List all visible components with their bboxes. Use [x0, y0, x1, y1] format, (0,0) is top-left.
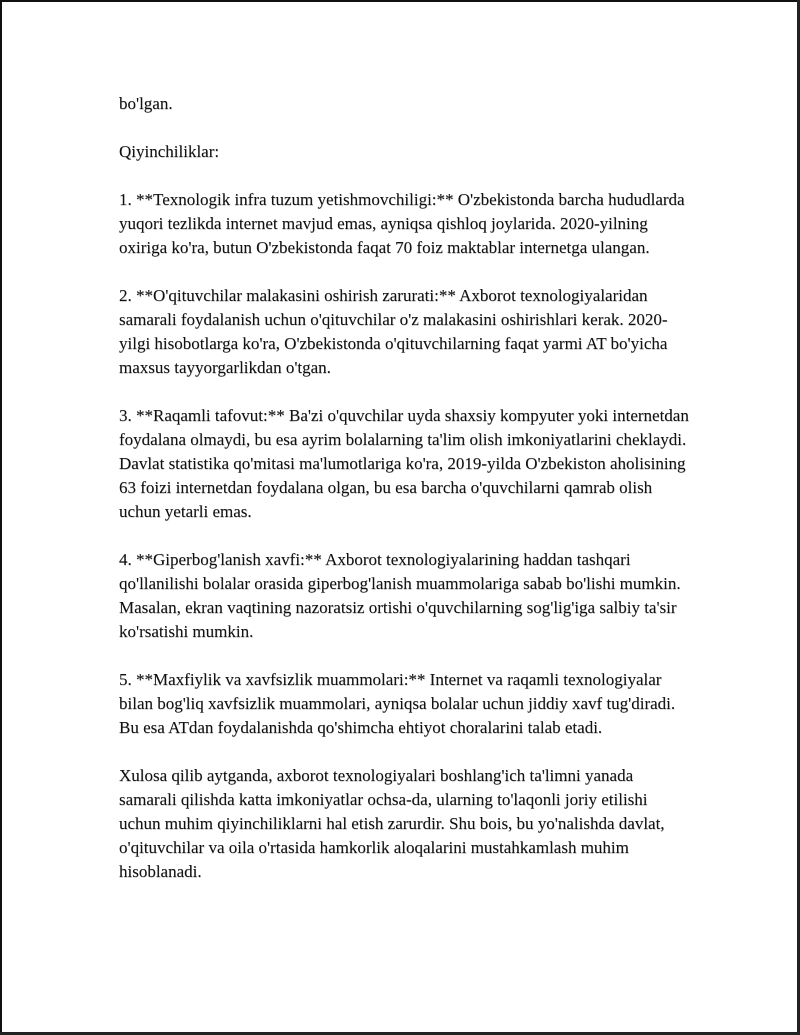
conclusion-paragraph: Xulosa qilib aytganda, axborot texnologiyalari boshlang'ich ta'limni yanada samarali qilishda katta imkoniyatlar ochsa-da, ularning to'laqonli joriy etilishi uchun muhim qiyinchiliklarni hal etish zarurdir. Shu bois, bu yo'nalishda davlat, o'qituvchilar va oila o'rtasida hamkorlik aloqalarini mustahkamlash muhim hisoblanadi. [119, 766, 665, 881]
paragraph-continuation: bo'lgan. [119, 94, 173, 113]
document-body [119, 92, 689, 908]
list-item-4: 4. **Giperbog'lanish xavfi:** Axborot texnologiyalarining haddan tashqari qo'llanilishi bolalar orasida giperbog'lanish muammolariga sabab bo'lishi mumkin. Masalan, ekran vaqtining nazoratsiz ortishi o'quvchilarning sog'lig'iga salbiy ta'sir ko'rsatishi mumkin. [119, 550, 681, 641]
list-item-5: 5. **Maxfiylik va xavfsizlik muammolari:** Internet va raqamli texnologiyalar bilan bog'liq xavfsizlik muammolari, ayniqsa bolalar uchun jiddiy xavf tug'diradi. Bu esa ATdan foydalanishda qo'shimcha ehtiyot choralarini talab etadi. [119, 670, 676, 737]
list-item-2: 2. **O'qituvchilar malakasini oshirish zarurati:** Axborot texnologiyalaridan samarali foydalanish uchun o'qituvchilar o'z malakasini oshirishlari kerak. 2020-yilgi hisobotlarga ko'ra, O'zbekistonda o'qituvchilarning faqat yarmi AT bo'yicha maxsus tayyorgarlikdan o'tgan. [119, 286, 668, 377]
section-heading: Qiyinchiliklar: [119, 142, 220, 161]
list-item-3: 3. **Raqamli tafovut:** Ba'zi o'quvchilar uyda shaxsiy kompyuter yoki internetdan foydalana olmaydi, bu esa ayrim bolalarning ta'lim olish imkoniyatlarini cheklaydi. Davlat statistika qo'mitasi ma'lumotlariga ko'ra, 2019-yilda O'zbekiston aholisining 63 foizi internetdan foydalana olgan, bu esa barcha o'quvchilarni qamrab olish uchun yetarli emas. [119, 406, 689, 521]
list-item-1: 1. **Texnologik infra tuzum yetishmovchiligi:** O'zbekistonda barcha hududlarda yuqori tezlikda internet mavjud emas, ayniqsa qishloq joylarida. 2020-yilning oxiriga ko'ra, butun O'zbekistonda faqat 70 foiz maktablar internetga ulangan. [119, 190, 685, 257]
